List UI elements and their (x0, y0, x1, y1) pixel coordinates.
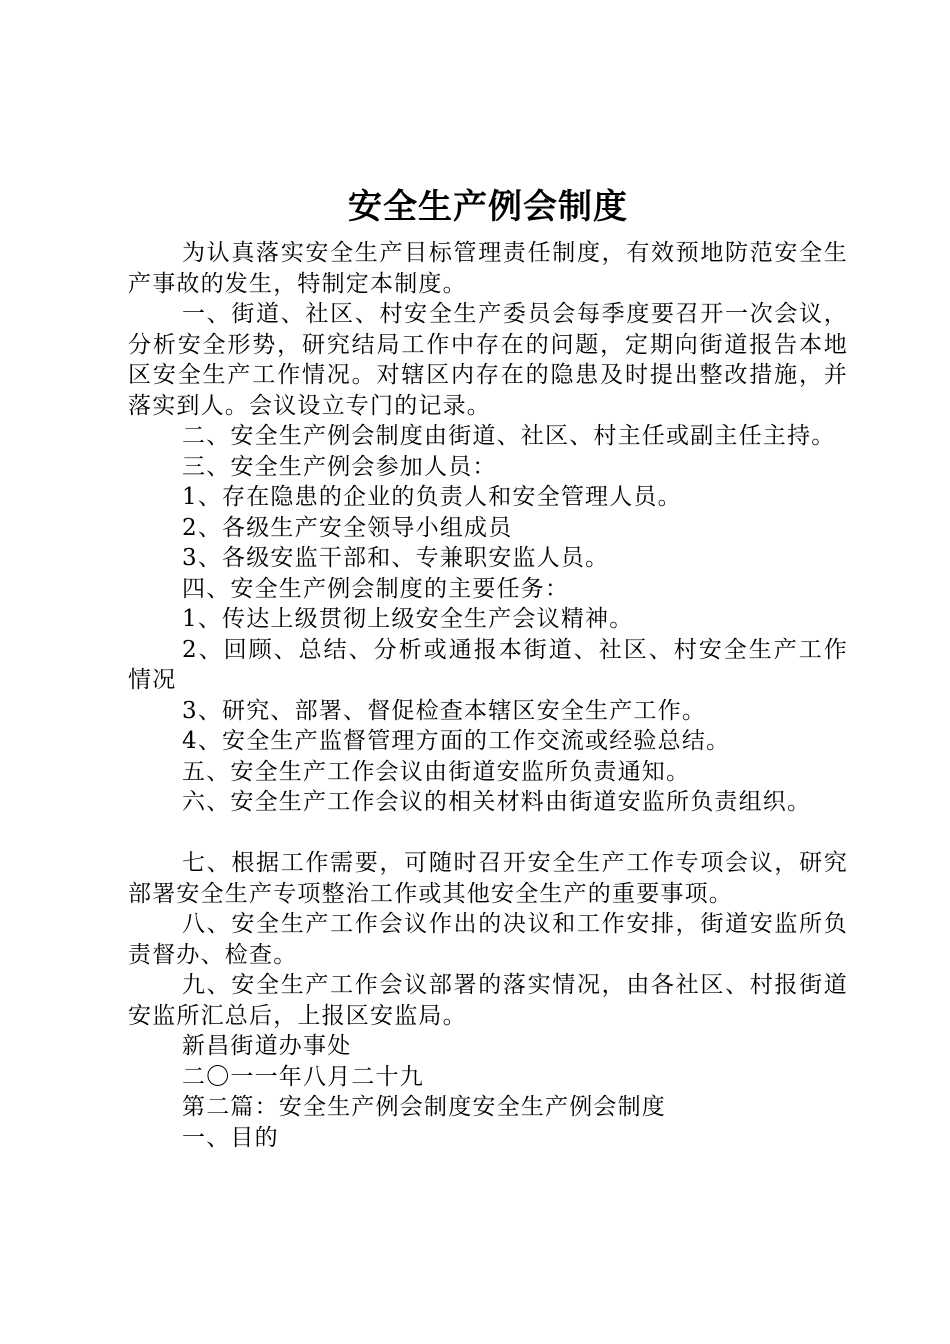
document-title: 安全生产例会制度 (348, 187, 628, 227)
paragraph-item-3-1: 1、存在隐患的企业的负责人和安全管理人员。 (182, 484, 682, 510)
paragraph-item-8: 八、安全生产工作会议作出的决议和工作安排，街道安监所负责督办、检查。 (128, 911, 848, 968)
paragraph-item-3-3: 3、各级安监干部和、专兼职安监人员。 (182, 545, 610, 571)
paragraph-item-4-2: 2、回顾、总结、分析或通报本街道、社区、村安全生产工作情况 (128, 636, 848, 693)
paragraph-item-5: 五、安全生产工作会议由街道安监所负责通知。 (182, 758, 691, 785)
section-two-item-1: 一、目的 (182, 1124, 279, 1151)
document-page (128, 180, 848, 1153)
paragraph-item-3-2: 2、各级生产安全领导小组成员 (182, 514, 513, 541)
paragraph-item-7: 七、根据工作需要，可随时召开安全生产工作专项会议，研究部署安全生产专项整治工作或其他安全生产的重要事项。 (128, 850, 848, 907)
issue-date: 二〇一一年八月二十九 (182, 1063, 424, 1090)
paragraph-item-4-1: 1、传达上级贯彻上级安全生产会议精神。 (182, 606, 634, 632)
paragraph-intro: 为认真落实安全生产目标管理责任制度，有效预地防范安全生产事故的发生，特制定本制度。 (128, 240, 848, 297)
paragraph-item-2: 二、安全生产例会制度由街道、社区、村主任或副主任主持。 (182, 423, 836, 449)
paragraph-item-9: 九、安全生产工作会议部署的落实情况，由各社区、村报街道安监所汇总后，上报区安监局。 (128, 972, 848, 1029)
paragraph-item-4: 四、安全生产例会制度的主要任务： (182, 575, 570, 602)
blank-line (128, 818, 848, 849)
paragraph-item-6: 六、安全生产工作会议的相关材料由街道安监所负责组织。 (182, 789, 812, 815)
paragraph-item-4-3: 3、研究、部署、督促检查本辖区安全生产工作。 (182, 697, 707, 724)
paragraph-item-3: 三、安全生产例会参加人员： (182, 453, 497, 480)
issuer-name: 新昌街道办事处 (182, 1033, 352, 1059)
paragraph-item-1: 一、街道、社区、村安全生产委员会每季度要召开一次会议，分析安全形势，研究结局工作中存在的问题，定期向街道报告本地区安全生产工作情况。对辖区内存在的隐患及时提出整改措施，并落实到人。会议设立专门的记录。 (128, 301, 848, 419)
paragraph-item-4-4: 4、安全生产监督管理方面的工作交流或经验总结。 (182, 728, 731, 754)
section-two-heading: 第二篇：安全生产例会制度安全生产例会制度 (182, 1094, 666, 1120)
